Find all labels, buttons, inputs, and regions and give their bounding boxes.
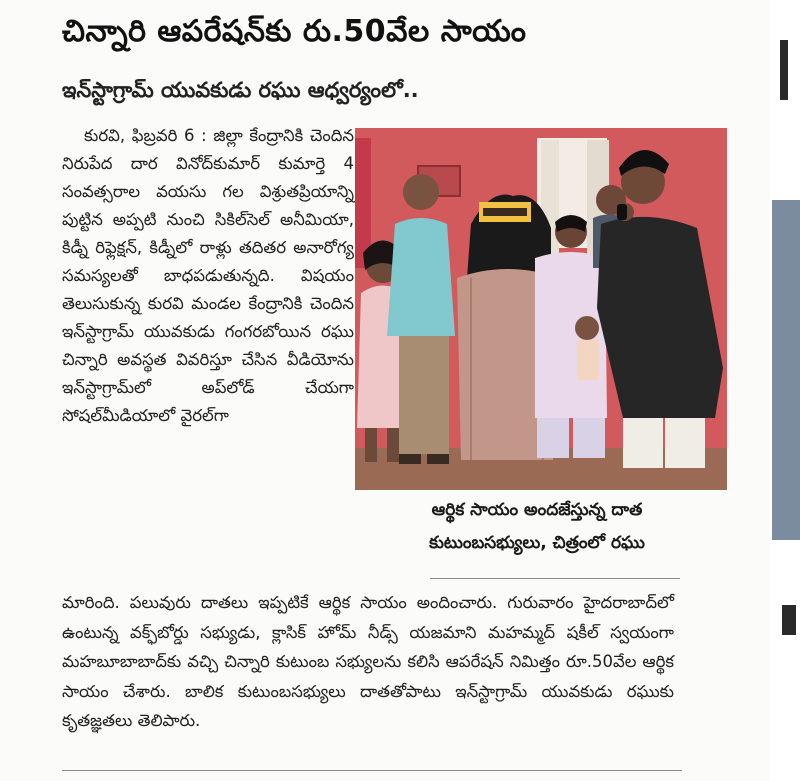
article-body-wide: మారింది. పలువురు దాతలు ఇప్పటికే ఆర్థిక సాయం అందించారు. గురువారం హైదరాబాద్‌లో ఉంటున్న వక్ఫ్‌బోర్డు సభ్యుడు, క్లాసిక్‌ హోమ్‌ నీడ్స్‌ యజమాని మహమ్మద్‌ షకీల్‌ స్వయంగా మహబూబాబాద్‌కు వచ్చి చిన్నారి కుటుంబ సభ్యులను కలిసి ఆపరేషన్‌ నిమిత్తం రూ.50వేల ఆర్థిక సాయం చేశారు. బాలిక కుటుంబసభ్యులు దాతతోపాటు ఇన్‌స్టాగ్రామ్‌ యువకుడు రఘుకు కృతజ్ఞతలు తెలిపారు. [62, 593, 674, 730]
caption-line-2: కుటుంబసభ్యులు, చిత్రంలో రఘు [429, 533, 645, 553]
photo-illustration [355, 128, 727, 490]
adjacent-article-mark [782, 605, 796, 635]
article-subheadline: ఇన్‌స్టాగ్రామ్‌ యువకుడు రఘు ఆధ్వర్యంలో.. [62, 78, 419, 102]
adjacent-photo-strip [772, 200, 800, 540]
body-column-text: కురవి, ఫిబ్రవరి 6 : జిల్లా కేంద్రానికి చెందిన నిరుపేద దార వినోద్‌కుమార్‌ కుమార్తె 4 సంవత్సరాల వయసు గల విశ్రుతప్రియాన్ని పుట్టిన అప్పటి నుంచి సికిల్‌సెల్‌ అనీమియా, కిడ్నీ రిఫ్లెక్షన్‌, కిడ్నీలో రాళ్లు తదితర అనారోగ్య సమస్యలతో బాధపడుతున్నది. విషయం తెలుసుకున్న కురవి మండల కేంద్రానికి చెందిన ఇన్‌స్టాగ్రామ్‌ యువకుడు గంగరబోయిన రఘు చిన్నారి అవస్థత వివరిస్తూ చేసిన వీడియోను ఇన్‌స్టాగ్రామ్‌లో అప్‌లోడ్‌ చేయగా సోషల్‌మీడియాలో వైరల్‌గా [62, 126, 354, 425]
caption-line-1: ఆర్థిక సాయం అందజేస్తున్న దాత [431, 500, 643, 520]
photo-caption [362, 494, 712, 560]
article-body-column [62, 122, 354, 430]
bottom-divider [62, 770, 682, 771]
news-photo [355, 128, 727, 490]
article-headline: చిన్నారి ఆపరేషన్‌కు రు.50వేల సాయం [62, 14, 527, 49]
adjacent-article-edge [770, 0, 800, 781]
adjacent-article-mark [780, 40, 788, 100]
caption-divider [430, 578, 680, 579]
